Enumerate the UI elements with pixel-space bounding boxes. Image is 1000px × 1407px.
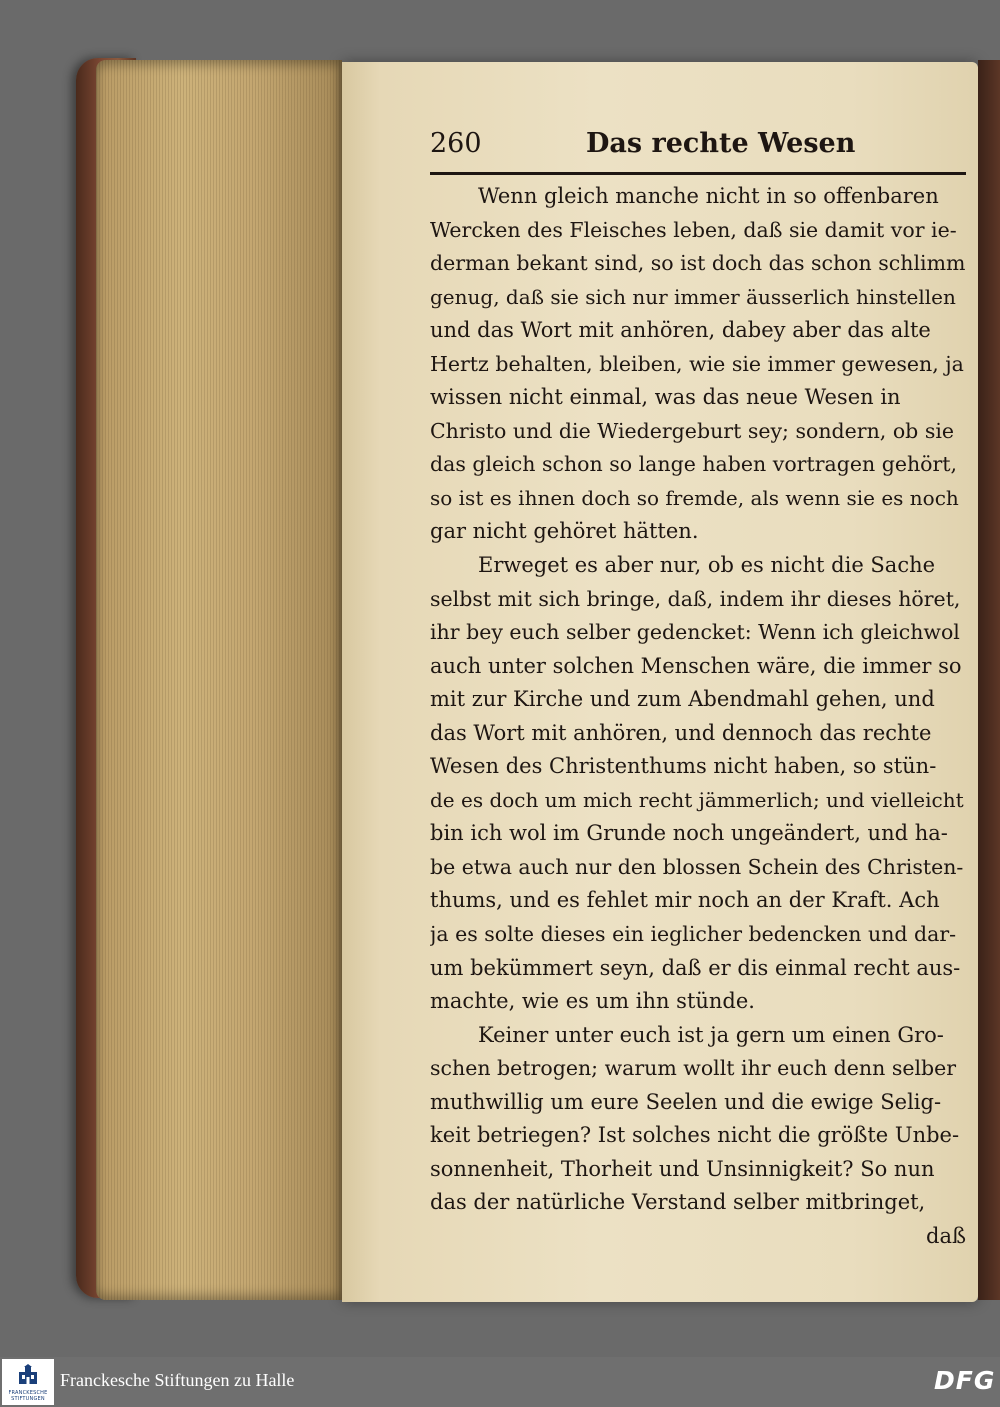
text-line: genug, daß sie sich nur immer äusserlich hinstellen [430, 284, 956, 309]
text-line: muthwillig um eure Seelen und die ewige Selig- [430, 1089, 942, 1114]
institution-name: Franckesche Stiftungen zu Halle [60, 1370, 295, 1390]
text-line: machte, wie es um ihn stünde. [430, 989, 755, 1014]
footer-bar [0, 1357, 1000, 1407]
text-line: wissen nicht einmal, was das neue Wesen in [430, 385, 901, 410]
text-line: Hertz behalten, bleiben, wie sie immer gewesen, ja [430, 351, 964, 376]
text-line: schen betrogen; warum wollt ihr euch denn selber [430, 1056, 957, 1081]
running-head: Das rechte Wesen [586, 128, 856, 159]
text-line: selbst mit sich bringe, daß, indem ihr dieses höret, [430, 586, 961, 611]
text-line: das gleich schon so lange haben vortragen gehört, [430, 452, 958, 477]
text-line: um bekümmert seyn, daß er dis einmal recht aus- [430, 955, 961, 980]
text-line: und das Wort mit anhören, dabey aber das alte [430, 318, 931, 343]
page-number: 260 [430, 128, 482, 159]
catchword: daß [926, 1223, 966, 1248]
text-line: sonnenheit, Thorheit und Unsinnigkeit? So nun [430, 1156, 935, 1181]
text-line: Wenn gleich manche nicht in so offenbaren [478, 184, 939, 208]
text-line: Keiner unter euch ist ja gern um einen Gro- [478, 1022, 944, 1047]
logo-text: FRANCKESCHE STIFTUNGEN [8, 1390, 48, 1402]
text-line: gar nicht gehöret hätten. [430, 519, 699, 544]
text-line: thums, und es fehlet mir noch an der Kraft. Ach [430, 888, 940, 913]
text-line: bin ich wol im Grunde noch ungeändert, und ha- [430, 821, 948, 846]
text-line: ja es solte dieses ein ieglicher bedencken und dar- [430, 922, 957, 947]
text-line: derman bekant sind, so ist doch das schon schlimm [430, 251, 966, 276]
book-cover-right [978, 60, 1000, 1300]
dfg-logo: DFG [934, 1366, 996, 1395]
text-line: auch unter solchen Menschen wäre, die immer so [430, 653, 962, 678]
text-line: das Wort mit anhören, und dennoch das rechte [430, 720, 932, 745]
header-rule [430, 172, 966, 175]
text-line: Erweget es aber nur, ob es nicht die Sache [478, 553, 936, 578]
text-line: so ist es ihnen doch so fremde, als wenn sie es noch [430, 485, 959, 510]
page-header [430, 128, 966, 168]
text-line: Christo und die Wiedergeburt sey; sondern, ob sie [430, 418, 955, 443]
body-text [430, 180, 966, 1254]
text-line: Wercken des Fleisches leben, daß sie damit vor ie- [430, 217, 957, 242]
text-line: be etwa auch nur den blossen Schein des Christen- [430, 854, 964, 879]
franckesche-stiftungen-logo [2, 1359, 54, 1405]
text-line: mit zur Kirche und zum Abendmahl gehen, und [430, 687, 935, 712]
text-line: Wesen des Christenthums nicht haben, so stün- [430, 754, 937, 779]
text-line: de es doch um mich recht jämmerlich; und vielleicht [430, 787, 964, 812]
page-edges [96, 60, 342, 1300]
text-line: ihr bey euch selber gedencket: Wenn ich gleichwol [430, 620, 960, 645]
text-line: das der natürliche Verstand selber mitbringet, [430, 1190, 926, 1215]
text-line: keit betriegen? Ist solches nicht die größte Unbe- [430, 1123, 960, 1148]
building-icon [16, 1364, 40, 1386]
